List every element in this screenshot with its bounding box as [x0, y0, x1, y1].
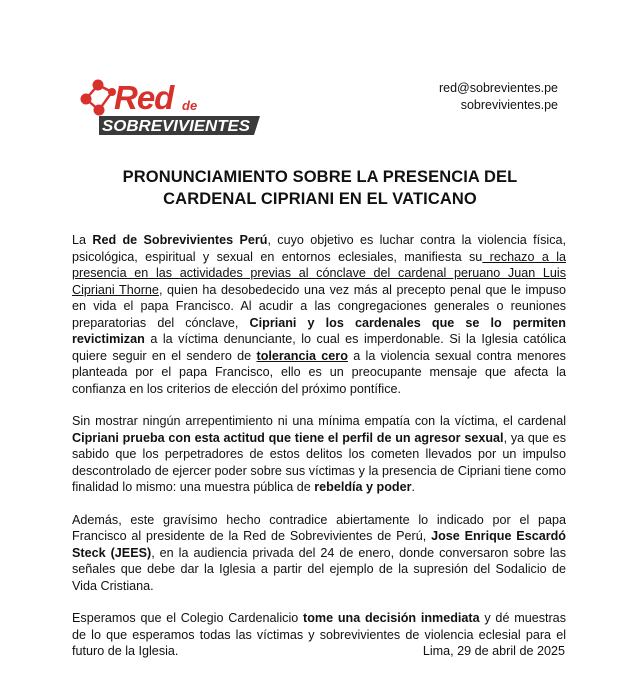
- paragraph-1: La Red de Sobrevivientes Perú, cuyo objetivo es luchar contra la violencia física, psicológica, espiritual y sexual en entornos eclesiales, manifiesta su rechazo a la presencia en las actividades previas al cónclave del cardenal peruano Juan Luis Cipriani Thorne, quien ha desobedecido una vez más al precepto penal que le impuso en vida el papa Francisco. Al acudir a las congregaciones generales o reuniones preparatorias del cónclave, Cipriani y los cardenales que se lo permiten revictimizan a la víctima denunciante, lo cual es imperdonable. Si la Iglesia católica quiere seguir en el sendero de tolerancia cero a la violencia sexual contra menores planteada por el papa Francisco, ello es un preocupante mensaje que afecta la confianza en los criterios de elección del próximo pontífice.: [72, 233, 567, 396]
- logo-red-text: Red: [114, 79, 174, 116]
- page-title: [60, 166, 580, 210]
- contact-website[interactable]: sobrevivientes.pe: [460, 98, 558, 112]
- logo-sobrevivientes-text: SOBREVIVIENTES: [102, 118, 251, 135]
- contact-info: [439, 80, 558, 114]
- network-nodes-icon: [74, 72, 264, 142]
- logo-de-text: de: [182, 98, 198, 113]
- paragraph-3: Además, este gravísimo hecho contradice abiertamente lo indicado por el papa Francisco al presidente de la Red de Sobrevivientes de Perú, Jose Enrique Escardó Steck (JEES), en la audiencia privada del 24 de enero, donde conversaron sobre las señales que debe dar la Iglesia a partir del ejemplo de la supresión del Sodalicio de Vida Cristiana.: [72, 512, 566, 593]
- title-line-1: PRONUNCIAMIENTO SOBRE LA PRESENCIA DEL: [122, 168, 518, 186]
- paragraph-2: Sin mostrar ningún arrepentimiento ni una mínima empatía con la víctima, el cardenal Cipriani prueba con esta actitud que tiene el perfil de un agresor sexual, ya que es sabido que los perpetradores de estos delitos los cometen llevados por un impulso descontrolado de ejercer poder sobre sus víctimas y la presencia de Cipriani tiene como finalidad lo mismo: una muestra pública de rebeldía y poder.: [72, 414, 566, 494]
- red-de-sobrevivientes-logo: [74, 72, 264, 142]
- statement-body: [72, 232, 566, 676]
- contact-email[interactable]: red@sobrevientes.pe: [438, 81, 558, 95]
- paragraph-4: Esperamos que el Colegio Cardenalicio tome una decisión inmediata y dé muestras de lo que esperamos todas las víctimas y sobrevivientes de violencia eclesial para el futuro de la Iglesia.: [72, 611, 566, 658]
- title-line-2: CARDENAL CIPRIANI EN EL VATICANO: [163, 190, 477, 208]
- date-line: Lima, 29 de abril de 2025: [422, 644, 565, 658]
